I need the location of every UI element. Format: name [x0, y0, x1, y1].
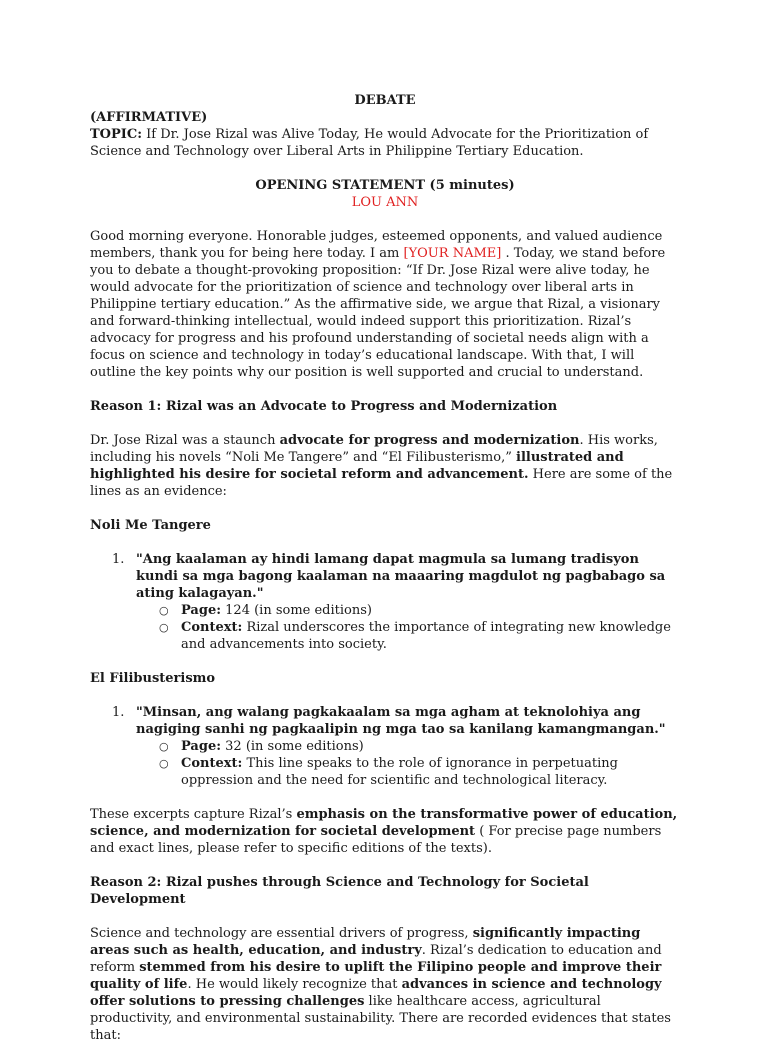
circle-bullet-icon: ○: [159, 740, 169, 753]
opening-text-b: . Today, we stand before you to debate a thought-provoking proposition: “If Dr. Jose Rizal were alive today, he would advocate for the prioritization of science and technology over liberal arts in Philippine tertiary education.” As the affirmative side, we argue that Rizal, a visionary and forward-thinking intellectual, would indeed support this prioritization. Rizal’s advocacy for progress and his profound understanding of societal needs align with a focus on science and technology in today’s educational landscape. With that, I will outline the key points why our position is well supported and crucial to understand.: [90, 246, 666, 380]
reason2-paragraph: [90, 925, 680, 1044]
context-label: Context:: [181, 620, 243, 635]
reason2-text-4: like healthcare access, agricultural productivity, and environmental sustainability. There are recorded evidences that states that:: [90, 994, 671, 1043]
summary-text-c: ( For precise page numbers and exact lines, please refer to specific editions of the texts).: [90, 824, 662, 856]
document-page: [90, 92, 680, 1044]
circle-bullet-icon: ○: [159, 757, 169, 770]
opening-heading: OPENING STATEMENT (5 minutes): [255, 178, 515, 193]
summary-bold: emphasis on the transformative power of education, science, and modernization for societal development: [90, 807, 678, 839]
reason2-bold-1: significantly impacting areas such as health, education, and industry: [90, 926, 641, 958]
noli-quote-list: [90, 551, 680, 653]
reason2-text-2: . Rizal’s dedication to education and reform: [90, 943, 662, 975]
fili-quote-list: [90, 704, 680, 789]
circle-bullet-icon: ○: [159, 621, 169, 634]
noli-quote-item: [90, 551, 680, 653]
fili-context-item: [159, 755, 680, 789]
reason1-text-d: Here are some of the lines as an evidence:: [90, 467, 673, 499]
page-text: 32 (in some editions): [221, 739, 364, 754]
page-text: 124 (in some editions): [221, 603, 372, 618]
context-label: Context:: [181, 756, 243, 771]
your-name-placeholder: [YOUR NAME]: [403, 246, 502, 261]
fili-title: El Filibusterismo: [90, 671, 216, 686]
context-text: This line speaks to the role of ignorance in perpetuating oppression and the need for scientific and technological literacy.: [181, 756, 618, 788]
reason1-text-c: . His works, including his novels “Noli Me Tangere” and “El Filibusterismo,”: [90, 433, 658, 465]
reason1-paragraph: [90, 432, 680, 500]
side-label: (AFFIRMATIVE): [90, 110, 208, 125]
reason1-heading: Reason 1: Rizal was an Advocate to Progress and Modernization: [90, 399, 558, 414]
speaker-name: LOU ANN: [351, 195, 419, 210]
noli-details: [90, 602, 680, 653]
reason2-heading: Reason 2: Rizal pushes through Science and Technology for Societal Development: [90, 875, 589, 907]
fili-quote: "Minsan, ang walang pagkakaalam sa mga agham at teknolohiya ang nagiging sanhi ng pagkaalipin ng mga tao sa kanilang kamangmangan.": [136, 705, 666, 737]
doc-title: DEBATE: [354, 93, 416, 108]
opening-text-a: Good morning everyone. Honorable judges, esteemed opponents, and valued audience members, thank you for being here today. I am: [90, 229, 663, 261]
reason1-bold-2: illustrated and highlighted his desire for societal reform and advancement.: [90, 450, 624, 482]
list-number: 1.: [112, 552, 125, 567]
summary-paragraph: [90, 806, 680, 857]
context-text: Rizal underscores the importance of integrating new knowledge and advancements into society.: [181, 620, 671, 652]
reason1-bold-1: advocate for progress and modernization: [279, 433, 580, 448]
fili-quote-item: [90, 704, 680, 789]
page-label: Page:: [181, 739, 222, 754]
noli-context-item: [159, 619, 680, 653]
topic-text: If Dr. Jose Rizal was Alive Today, He would Advocate for the Prioritization of Science and Technology over Liberal Arts in Philippine Tertiary Education.: [90, 127, 649, 159]
circle-bullet-icon: ○: [159, 604, 169, 617]
page-label: Page:: [181, 603, 222, 618]
reason2-bold-2: stemmed from his desire to uplift the Filipino people and improve their quality of life: [90, 960, 662, 992]
topic-paragraph: [90, 126, 680, 160]
summary-text-a: These excerpts capture Rizal’s: [90, 807, 297, 822]
noli-title: Noli Me Tangere: [90, 518, 211, 533]
reason1-text-a: Dr. Jose Rizal was a staunch: [90, 433, 280, 448]
list-number: 1.: [112, 705, 125, 720]
reason2-text-1: Science and technology are essential drivers of progress,: [90, 926, 473, 941]
noli-page-item: [159, 602, 680, 619]
noli-quote: "Ang kaalaman ay hindi lamang dapat magmula sa lumang tradisyon kundi sa mga bagong kaalaman na maaaring magdulot ng pagbabago sa ating kalagayan.": [136, 552, 666, 601]
reason2-text-3: . He would likely recognize that: [187, 977, 402, 992]
opening-paragraph: [90, 228, 680, 381]
fili-details: [90, 738, 680, 789]
reason2-bold-3: advances in science and technology offer solutions to pressing challenges: [90, 977, 662, 1009]
fili-page-item: [159, 738, 680, 755]
topic-label: TOPIC:: [90, 127, 142, 142]
